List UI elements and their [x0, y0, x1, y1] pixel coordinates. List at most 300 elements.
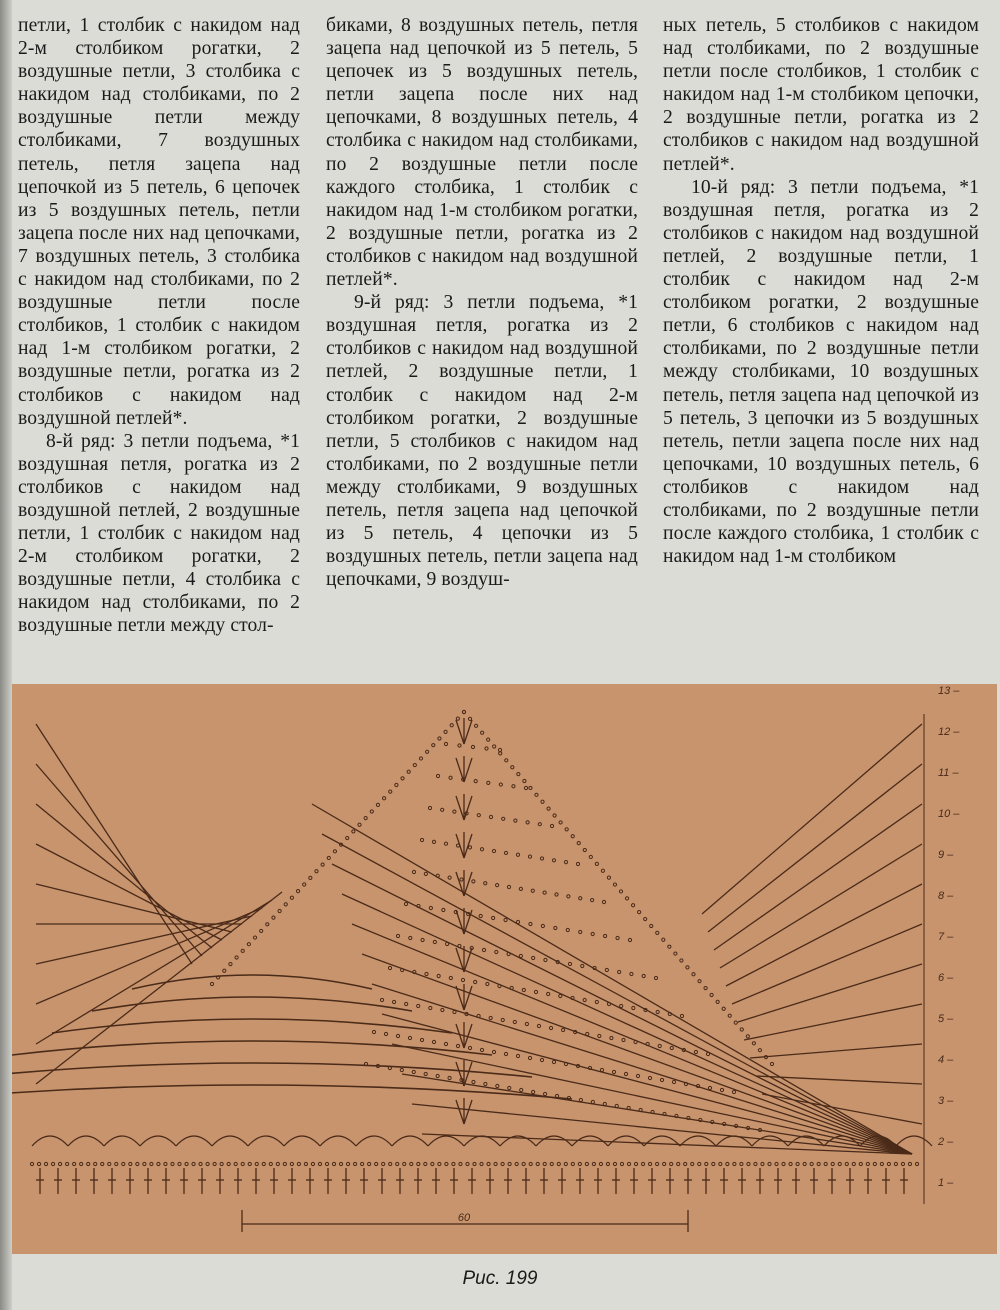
foundation-chain-dot: [782, 1162, 785, 1165]
text-column-2: [326, 14, 638, 591]
peak-row-dot: [544, 958, 547, 961]
peak-row-dot: [417, 1004, 420, 1007]
foundation-chain-dot: [37, 1162, 40, 1165]
foundation-chain-dot: [494, 1162, 497, 1165]
foundation-chain-dot: [227, 1162, 230, 1165]
fan-stitch: [456, 910, 464, 934]
foundation-chain-dot: [417, 1162, 420, 1165]
peak-edge-dot: [266, 923, 269, 926]
peak-edge-dot: [674, 952, 677, 955]
peak-edge-dot: [315, 870, 318, 873]
peak-row-dot: [436, 774, 439, 777]
peak-row-dot: [552, 859, 555, 862]
peak-row-dot: [540, 857, 543, 860]
text-column-1: [18, 14, 300, 638]
peak-row-dot: [595, 1000, 598, 1003]
repeat-label: 60: [457, 1212, 471, 1224]
foundation-chain-dot: [241, 1162, 244, 1165]
chain-arch: [32, 1136, 68, 1146]
peak-row-dot: [618, 970, 621, 973]
foundation-chain-dot: [852, 1162, 855, 1165]
peak-row-dot: [428, 806, 431, 809]
peak-row-dot: [429, 906, 432, 909]
peak-row-dot: [504, 851, 507, 854]
peak-row-dot: [658, 1044, 661, 1047]
peak-edge-dot: [547, 807, 550, 810]
row-number-label: 12 –: [938, 726, 960, 738]
peak-row-dot: [579, 930, 582, 933]
foundation-chain-dot: [747, 1162, 750, 1165]
peak-row-dot: [449, 976, 452, 979]
peak-edge-dot: [413, 763, 416, 766]
foundation-chain-dot: [255, 1162, 258, 1165]
peak-row-dot: [622, 1038, 625, 1041]
peak-row-dot: [568, 962, 571, 965]
peak-edge-dot: [589, 855, 592, 858]
foundation-chain-dot: [30, 1162, 33, 1165]
peak-row-dot: [529, 922, 532, 925]
diagonal-stitch-line: [36, 844, 222, 940]
peak-row-dot: [654, 976, 657, 979]
foundation-chain-dot: [824, 1162, 827, 1165]
foundation-chain-dot: [768, 1162, 771, 1165]
chain-arch: [68, 1136, 104, 1146]
peak-row-dot: [448, 1076, 451, 1079]
foundation-chain-dot: [206, 1162, 209, 1165]
foundation-chain-dot: [353, 1162, 356, 1165]
peak-edge-dot: [260, 929, 263, 932]
peak-row-dot: [468, 1046, 471, 1049]
peak-row-dot: [604, 934, 607, 937]
peak-edge-dot: [210, 982, 213, 985]
peak-row-dot: [672, 1080, 675, 1083]
peak-row-dot: [484, 1082, 487, 1085]
peak-row-dot: [519, 954, 522, 957]
foundation-chain-dot: [389, 1162, 392, 1165]
fan-stitch: [464, 758, 472, 782]
peak-row-dot: [441, 1008, 444, 1011]
foundation-chain-dot: [101, 1162, 104, 1165]
foundation-chain-dot: [185, 1162, 188, 1165]
foundation-chain-dot: [213, 1162, 216, 1165]
peak-row-dot: [485, 747, 488, 750]
peak-row-dot: [528, 1056, 531, 1059]
foundation-chain-dot: [487, 1162, 490, 1165]
peak-edge-dot: [481, 731, 484, 734]
peak-row-dot: [444, 842, 447, 845]
peak-row-dot: [660, 1078, 663, 1081]
peak-row-dot: [514, 819, 517, 822]
row-number-label: 5 –: [938, 1013, 954, 1025]
peak-row-dot: [472, 880, 475, 883]
foundation-chain-dot: [698, 1162, 701, 1165]
foundation-chain-dot: [452, 1162, 455, 1165]
foundation-chain-dot: [164, 1162, 167, 1165]
foundation-chain-dot: [613, 1162, 616, 1165]
foundation-chain-dot: [438, 1162, 441, 1165]
peak-row-dot: [396, 1034, 399, 1037]
peak-row-dot: [504, 918, 507, 921]
diagonal-stitch-line: [708, 764, 922, 932]
peak-row-dot: [512, 785, 515, 788]
peak-edge-dot: [235, 956, 238, 959]
foundation-chain-dot: [368, 1162, 371, 1165]
diagonal-stitch-line: [332, 864, 912, 1154]
foundation-chain-dot: [915, 1162, 918, 1165]
peak-row-dot: [624, 1072, 627, 1075]
peak-row-dot: [648, 1076, 651, 1079]
foundation-chain-dot: [80, 1162, 83, 1165]
foundation-chain-dot: [712, 1162, 715, 1165]
peak-row-dot: [432, 840, 435, 843]
peak-edge-dot: [407, 770, 410, 773]
peak-row-dot: [496, 884, 499, 887]
valley-arc: [132, 975, 372, 989]
peak-row-dot: [636, 1074, 639, 1077]
diagonal-stitch-line: [36, 804, 212, 948]
foundation-chain-dot: [304, 1162, 307, 1165]
paragraph: петли, 1 столбик с накидом над 2-м столбиком рогатки, 2 воздушные петли, 3 столбика с накидом над столбиками, по 2 воздушные петли между столбиками, 7 воздушных петель, петля зацепа над цепочкой из 5 петель, 6 цепочек из 5 воздушных петель, петли зацепа после них над цепочками, 7 воздушных петель, 3 столбика с накидом над столбиками, по 2 воздушные петли после столбиков, 1 столбик с накидом над 1-м столбиком рогатки, 2 воздушные петли, рогатка из 2 столбиков с накидом над воздушной петлей*.: [18, 15, 300, 429]
paragraph-row-10: 10-й ряд: 3 петли подъема, *1 воздушная петля, рогатка из 2 столбиков с накидом над воздушной петлей, 2 воздушные петли, 1 столбик с накидом над 2-м столбиком рогатки, 2 воздушные петли, 6 столбиков с накидом над столбиками, по 2 воздушные петли между столбиками, 10 воздушных петель, петля зацепа над цепочкой из 5 петель, 3 цепочки из 5 воздушных петель, петли зацепа после них над цепочками, 10 воздушных петель, 6 столбиков с накидом над столбиками, по 2 воздушные петли после каждого столбика, 1 столбик с накидом над 1-м столбиком: [663, 176, 979, 568]
diagonal-stitch-line: [36, 884, 232, 932]
peak-edge-dot: [296, 890, 299, 893]
paragraph-row-8: 8-й ряд: 3 петли подъема, *1 воздушная петля, рогатка из 2 столбиков с накидом над воздушной петлей, 2 воздушные петли, 1 столбик с накидом над 2-м столбиком рогатки, 2 воздушные петли, 4 столбика с накидом над столбиками, по 2 воздушные петли между стол-: [18, 430, 300, 637]
peak-row-dot: [534, 990, 537, 993]
peak-edge-dot: [734, 1021, 737, 1024]
foundation-chain-dot: [220, 1162, 223, 1165]
peak-edge-dot: [382, 797, 385, 800]
peak-row-dot: [550, 824, 553, 827]
peak-row-dot: [461, 978, 464, 981]
foundation-chain-dot: [866, 1162, 869, 1165]
row-number-label: 10 –: [938, 808, 960, 820]
peak-edge-dot: [395, 783, 398, 786]
peak-edge-dot: [309, 876, 312, 879]
chain-arch: [176, 1136, 212, 1146]
chain-arch: [104, 1136, 140, 1146]
peak-row-dot: [420, 838, 423, 841]
row-number-label: 13 –: [938, 685, 960, 697]
fan-stitch: [464, 720, 472, 744]
foundation-chain-dot: [150, 1162, 153, 1165]
peak-row-dot: [471, 745, 474, 748]
foundation-chain-dot: [585, 1162, 588, 1165]
chain-arch: [284, 1136, 320, 1146]
foundation-chain-dot: [199, 1162, 202, 1165]
foundation-chain-dot: [501, 1162, 504, 1165]
diagonal-stitch-line: [744, 1004, 922, 1040]
peak-edge-dot: [321, 863, 324, 866]
peak-edge-dot: [401, 777, 404, 780]
foundation-chain-dot: [859, 1162, 862, 1165]
peak-row-dot: [680, 1014, 683, 1017]
foundation-chain-dot: [115, 1162, 118, 1165]
peak-edge-dot: [529, 786, 532, 789]
foundation-chain-dot: [269, 1162, 272, 1165]
foundation-chain-dot: [325, 1162, 328, 1165]
peak-edge-dot: [686, 966, 689, 969]
foundation-chain-dot: [318, 1162, 321, 1165]
foundation-chain-dot: [73, 1162, 76, 1165]
peak-row-dot: [496, 1084, 499, 1087]
foundation-chain-dot: [178, 1162, 181, 1165]
row-number-label: 6 –: [938, 972, 954, 984]
valley-arc: [52, 1019, 452, 1033]
peak-row-dot: [520, 1088, 523, 1091]
foundation-chain-dot: [648, 1162, 651, 1165]
peak-edge-dot: [223, 969, 226, 972]
peak-row-dot: [433, 940, 436, 943]
peak-row-dot: [513, 1020, 516, 1023]
foundation-chain-dot: [129, 1162, 132, 1165]
peak-row-dot: [436, 1074, 439, 1077]
peak-row-dot: [474, 780, 477, 783]
peak-edge-dot: [553, 814, 556, 817]
peak-row-dot: [404, 902, 407, 905]
peak-row-dot: [412, 1070, 415, 1073]
foundation-chain-dot: [887, 1162, 890, 1165]
peak-edge-dot: [583, 848, 586, 851]
peak-edge-dot: [595, 862, 598, 865]
peak-row-dot: [543, 891, 546, 894]
peak-row-dot: [421, 938, 424, 941]
peak-edge-dot: [571, 835, 574, 838]
peak-row-dot: [532, 1090, 535, 1093]
foundation-chain-dot: [656, 1162, 659, 1165]
foundation-chain-dot: [550, 1162, 553, 1165]
peak-row-dot: [432, 1040, 435, 1043]
foundation-chain-dot: [796, 1162, 799, 1165]
peak-row-dot: [474, 980, 477, 983]
peak-row-dot: [479, 914, 482, 917]
foundation-chain-dot: [536, 1162, 539, 1165]
foundation-chain-dot: [276, 1162, 279, 1165]
diagonal-stitch-line: [382, 1014, 912, 1154]
foundation-chain-dot: [705, 1162, 708, 1165]
peak-row-dot: [400, 1068, 403, 1071]
peak-row-dot: [566, 928, 569, 931]
peak-edge-dot: [577, 842, 580, 845]
foundation-chain-dot: [508, 1162, 511, 1165]
foundation-chain-dot: [817, 1162, 820, 1165]
peak-row-dot: [610, 1036, 613, 1039]
peak-edge-dot: [728, 1014, 731, 1017]
foundation-chain-dot: [311, 1162, 314, 1165]
foundation-chain-dot: [845, 1162, 848, 1165]
diagonal-stitch-line: [726, 884, 922, 986]
diagonal-stitch-line: [720, 844, 922, 968]
peak-edge-dot: [601, 869, 604, 872]
peak-row-dot: [620, 1004, 623, 1007]
peak-row-dot: [405, 1002, 408, 1005]
foundation-chain-dot: [627, 1162, 630, 1165]
crochet-chart-svg: [12, 684, 997, 1254]
peak-edge-dot: [523, 779, 526, 782]
peak-edge-dot: [662, 938, 665, 941]
foundation-chain-dot: [529, 1162, 532, 1165]
foundation-chain-dot: [789, 1162, 792, 1165]
peak-row-dot: [372, 1030, 375, 1033]
peak-row-dot: [579, 897, 582, 900]
peak-row-dot: [392, 1000, 395, 1003]
peak-row-dot: [489, 1016, 492, 1019]
peak-row-dot: [562, 1028, 565, 1031]
row-number-label: 11 –: [938, 767, 959, 779]
text-column-3: [663, 14, 979, 568]
foundation-chain-dot: [641, 1162, 644, 1165]
foundation-chain-dot: [691, 1162, 694, 1165]
peak-row-dot: [380, 998, 383, 1001]
peak-row-dot: [458, 744, 461, 747]
peak-row-dot: [694, 1050, 697, 1053]
foundation-chain-dot: [684, 1162, 687, 1165]
row-number-label: 7 –: [938, 931, 954, 943]
foundation-chain-dot: [248, 1162, 251, 1165]
foundation-chain-dot: [108, 1162, 111, 1165]
peak-row-dot: [642, 974, 645, 977]
foundation-chain-dot: [564, 1162, 567, 1165]
peak-row-dot: [425, 972, 428, 975]
peak-row-dot: [524, 786, 527, 789]
foundation-chain-dot: [571, 1162, 574, 1165]
fan-stitch: [456, 720, 464, 744]
peak-row-dot: [364, 1062, 367, 1065]
peak-edge-dot: [241, 949, 244, 952]
peak-row-dot: [449, 776, 452, 779]
peak-edge-dot: [613, 883, 616, 886]
foundation-chain-dot: [410, 1162, 413, 1165]
peak-row-dot: [598, 1034, 601, 1037]
foundation-chain-dot: [431, 1162, 434, 1165]
peak-row-dot: [508, 1086, 511, 1089]
foundation-chain-dot: [831, 1162, 834, 1165]
peak-row-dot: [408, 1036, 411, 1039]
peak-row-dot: [526, 821, 529, 824]
peak-row-dot: [429, 1006, 432, 1009]
valley-arc: [12, 1063, 532, 1077]
foundation-chain-dot: [339, 1162, 342, 1165]
peak-edge-dot: [710, 993, 713, 996]
peak-edge-dot: [668, 945, 671, 948]
foundation-chain-dot: [719, 1162, 722, 1165]
diagonal-stitch-line: [36, 764, 202, 956]
peak-row-dot: [547, 992, 550, 995]
peak-row-dot: [630, 972, 633, 975]
peak-row-dot: [424, 872, 427, 875]
peak-row-dot: [628, 938, 631, 941]
diagonal-stitch-line: [412, 1104, 912, 1154]
peak-edge-dot: [474, 724, 477, 727]
peak-row-dot: [540, 1058, 543, 1061]
peak-edge-dot: [517, 773, 520, 776]
peak-row-dot: [412, 870, 415, 873]
foundation-chain-dot: [838, 1162, 841, 1165]
fan-stitch: [464, 1062, 472, 1086]
peak-row-dot: [525, 1022, 528, 1025]
peak-row-dot: [448, 876, 451, 879]
peak-edge-dot: [770, 1062, 773, 1065]
peak-row-dot: [507, 885, 510, 888]
fan-stitch: [456, 1100, 464, 1124]
peak-row-dot: [437, 974, 440, 977]
foundation-chain-dot: [894, 1162, 897, 1165]
foundation-chain-dot: [677, 1162, 680, 1165]
peak-edge-dot: [370, 810, 373, 813]
peak-row-dot: [499, 783, 502, 786]
chain-arch: [248, 1136, 284, 1146]
peak-edge-dot: [505, 759, 508, 762]
valley-arc: [12, 1041, 492, 1055]
peak-row-dot: [420, 1038, 423, 1041]
peak-row-dot: [528, 855, 531, 858]
row-number-label: 9 –: [938, 849, 954, 861]
fan-stitch: [464, 796, 472, 820]
paragraph: ных петель, 5 столбиков с накидом над столбиками, по 2 воздушные петли после столбиков, 1 столбик с накидом над 1-м столбиком цепочки, 2 воздушные петли, рогатка из 2 столбиков с накидом над воздушной петлей*.: [663, 15, 979, 175]
peak-row-dot: [501, 1018, 504, 1021]
peak-edge-dot: [432, 744, 435, 747]
peak-edge-dot: [638, 911, 641, 914]
peak-row-dot: [468, 846, 471, 849]
peak-edge-dot: [746, 1035, 749, 1038]
chain-arch: [608, 1136, 644, 1146]
peak-row-dot: [559, 994, 562, 997]
foundation-chain-dot: [761, 1162, 764, 1165]
peak-row-dot: [388, 966, 391, 969]
diagonal-stitch-line: [732, 924, 922, 1004]
diagonal-stitch-line: [372, 984, 912, 1154]
peak-row-dot: [444, 1042, 447, 1045]
peak-row-dot: [555, 1094, 558, 1097]
foundation-chain-dot: [466, 1162, 469, 1165]
chain-arch: [896, 1136, 932, 1146]
peak-row-dot: [600, 1068, 603, 1071]
peak-row-dot: [591, 932, 594, 935]
foundation-chain-dot: [262, 1162, 265, 1165]
peak-row-dot: [581, 964, 584, 967]
foundation-chain-dot: [543, 1162, 546, 1165]
peak-edge-dot: [389, 790, 392, 793]
row-number-label: 3 –: [938, 1095, 954, 1107]
foundation-chain-dot: [66, 1162, 69, 1165]
figure-caption: Рис. 199: [462, 1268, 538, 1289]
chain-arch: [140, 1136, 176, 1146]
peak-row-dot: [516, 1054, 519, 1057]
peak-edge-dot: [358, 823, 361, 826]
peak-edge-dot: [644, 917, 647, 920]
foundation-chain-dot: [396, 1162, 399, 1165]
peak-row-dot: [591, 899, 594, 902]
fan-stitch: [464, 986, 472, 1010]
diagonal-stitch-line: [362, 954, 912, 1154]
foundation-chain-dot: [810, 1162, 813, 1165]
diagonal-stitch-line: [750, 1044, 922, 1058]
peak-row-dot: [632, 1006, 635, 1009]
peak-row-dot: [532, 956, 535, 959]
row-number-label: 4 –: [938, 1054, 954, 1066]
peak-edge-dot: [272, 916, 275, 919]
peak-edge-dot: [740, 1028, 743, 1031]
peak-edge-dot: [758, 1049, 761, 1052]
peak-row-dot: [484, 882, 487, 885]
foundation-chain-dot: [346, 1162, 349, 1165]
peak-row-dot: [441, 808, 444, 811]
peak-edge-dot: [462, 710, 465, 713]
peak-row-dot: [456, 1044, 459, 1047]
peak-edge-dot: [692, 973, 695, 976]
chain-arch: [536, 1136, 572, 1146]
foundation-chain-dot: [733, 1162, 736, 1165]
peak-row-dot: [670, 1046, 673, 1049]
